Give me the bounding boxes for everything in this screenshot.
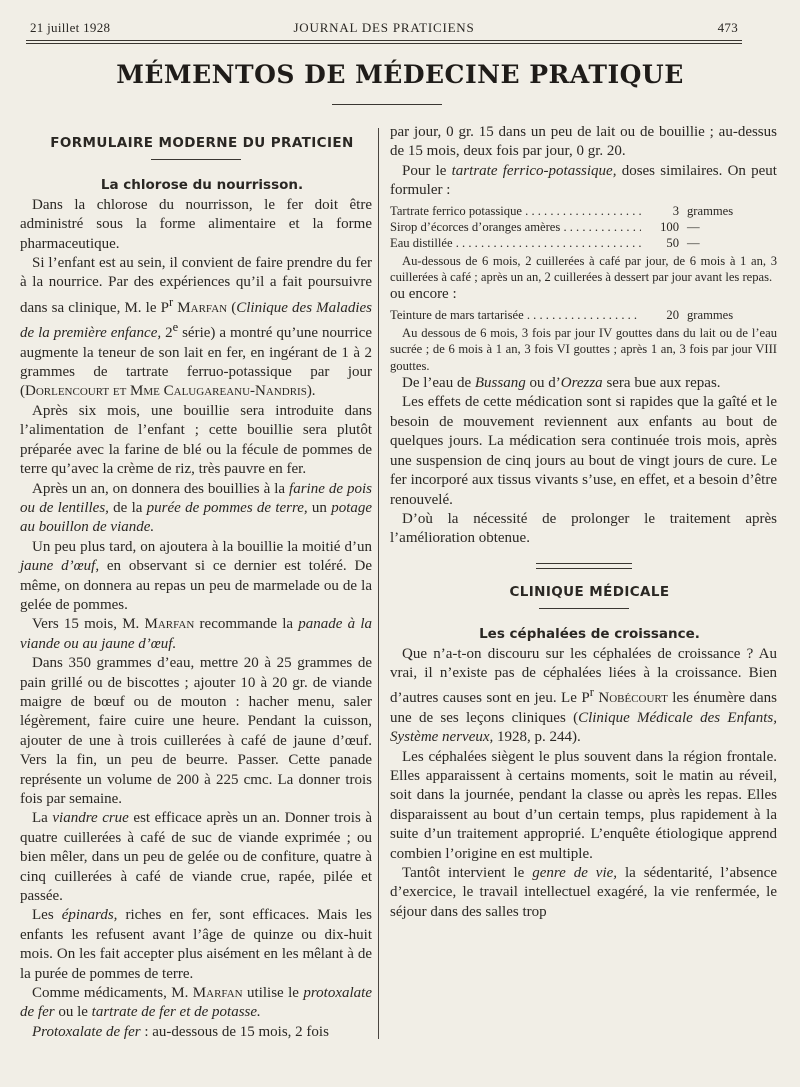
dosage-note: Au dessous de 6 mois, 3 fois par jour IV gouttes dans du lait ou de l’eau sucrée ; de 6 mois à 1 an, 3 fois VI gouttes ; après 1 an, 3 fois par jour VIII gouttes. bbox=[390, 325, 777, 373]
citation-title: Clinique Médicale des Enfants, Système nerveux, bbox=[390, 709, 777, 746]
left-column bbox=[20, 134, 372, 1042]
running-head bbox=[30, 20, 738, 38]
page-number: 473 bbox=[717, 20, 738, 35]
paragraph: Vers 15 mois, M. Marfan recommande la panade à la viande ou au jaune d’œuf. bbox=[20, 616, 372, 652]
section-heading-formulaire: FORMULAIRE MODERNE DU PRATICIEN bbox=[50, 135, 354, 151]
formula-row: Eau distillée . . . 50 — bbox=[390, 235, 777, 251]
paragraph: Après six mois, une bouillie sera introduite dans l’alimentation de l’enfant ; cette bouillie sera plutôt préparée avec la farine de blé ou la fécule de pommes de terre qu’avec la crème de riz, très pauvre en fer. bbox=[20, 402, 372, 478]
paragraph: Dans 350 grammes d’eau, mettre 20 à 25 grammes de pain grillé ou de biscottes ; ajouter 10 à 20 gr. de viande maigre de bœuf ou de mouton : hacher menu, saler légèrement, faire cuire une heure. Pendant la cuisson, ajouter de une à trois cuillerées à café de jaune d’œuf. Vers la fin, un peu de beurre. Passer. Cette panade représente un volume de 200 à 225 cmc. La donner trois fois par semaine. bbox=[20, 655, 372, 807]
formula-row: Teinture de mars tartarisée . . . 20 grammes bbox=[390, 307, 777, 323]
paragraph: Dans la chlorose du nourrisson, le fer doit être administré sous la forme alimentaire et la forme pharmaceutique. bbox=[20, 196, 372, 252]
paragraph: Les céphalées siègent le plus souvent dans la région frontale. Elles apparaissent à certains moments, soit le matin au réveil, soit dans la journée, pendant la classe ou après les repas. Elles disparaissent au bout d’un certain temps, plus rapidement à la suite d’un traitement approprié. L’enquête étiologique apprend combien l’origine en est multiple. bbox=[390, 748, 777, 862]
formula-1 bbox=[390, 203, 777, 251]
paragraph: Un peu plus tard, on ajoutera à la bouillie la moitié d’un jaune d’œuf, en observant si ce dernier est toléré. De même, on donnera au repas un peu de marmelade ou de la gelée de pommes. bbox=[20, 538, 372, 613]
title-rule bbox=[332, 104, 442, 105]
author-name: Nobécourt bbox=[598, 690, 668, 707]
author-name: Marfan bbox=[144, 616, 195, 633]
article-title-cephalees: Les céphalées de croissance. bbox=[479, 626, 700, 643]
paragraph: Les effets de cette médication sont si rapides que la gaîté et le besoin de mouvement reviennent aux enfants au bout de quelques jours. La médication sera continuée trois mois, après une suspension de cinq jours au bout de vingt jours de cure. Le fer incorporé aux tissus vivants s’use, en effet, et a besoin d’être renouvelé. bbox=[390, 394, 777, 508]
paragraph: Tantôt intervient le genre de vie, la sédentarité, l’absence d’exercice, le travail intellectuel exagéré, la vie renfermée, le séjour dans des salles trop bbox=[390, 865, 777, 920]
paragraph: La viandre crue est efficace après un an. Donner trois à quatre cuillerées à café de suc de viande exprimée ; ou bien mêler, dans un peu de gelée ou de confiture, quatre à cinq cuillerées à café de viande crue, rapée, pilée et passée. bbox=[20, 810, 372, 905]
paragraph-continued: par jour, 0 gr. 15 dans un peu de lait ou de bouillie ; au-dessus de 15 mois, deux fois par jour, 0 gr. 20. bbox=[390, 124, 777, 160]
paragraph: Pour le tartrate ferrico-potassique, doses similaires. On peut formuler : bbox=[390, 162, 777, 199]
section-rule bbox=[539, 608, 629, 609]
article-title-chlorose: La chlorose du nourrisson. bbox=[100, 177, 304, 194]
author-name: Marfan bbox=[192, 985, 243, 1002]
header-rule bbox=[26, 40, 742, 41]
section-separator bbox=[536, 563, 632, 569]
section-rule bbox=[151, 159, 241, 160]
citation-title: Clinique des Maladies de la première enfance, bbox=[20, 299, 372, 342]
paragraph: D’où la nécessité de prolonger le traitement après l’amélioration obtenue. bbox=[390, 510, 777, 547]
formula-row: Tartrate ferrico potassique . . . 3 grammes bbox=[390, 203, 777, 219]
paragraph: Les épinards, riches en fer, sont efficaces. Mais les enfants les refusent avant l’âge de quinze ou dix-huit mois. On les fait accepter plus aisément en les mêlant à de la purée de pommes de terre. bbox=[20, 907, 372, 982]
paragraph: Que n’a-t-on discouru sur les céphalées de croissance ? Au vrai, il n’existe pas de céphalées liées à la croissance. Bien d’autres causes sont en jeu. Le $P^r$ Nobécourt les énumère dans une de ses leçons cliniques (Clinique Médicale des Enfants, Système nerveux, 1928, p. 244). bbox=[390, 645, 778, 746]
author-names: Dorlencourt et Mme Calugareanu-Nandris bbox=[25, 383, 307, 400]
header-rule-second bbox=[26, 43, 742, 44]
paragraph: Comme médicaments, M. Marfan utilise le protoxalate de fer ou le tartrate de fer et de potasse. bbox=[20, 985, 372, 1021]
paragraph: Si l’enfant est au sein, il convient de faire prendre du fer à la nourrice. Par des expériences qu’il a fait poursuivre dans sa clinique, M. le $P^r$ Marfan (Clinique des Maladies de la première enfance, 2e série) a montré qu’une nourrice augmente la teneur de son lait en fer, en ingérant de 1 à 2 grammes de tartrate ferruo-potassique par jour (Dorlencourt et Mme Calugareanu-Nandris). bbox=[20, 255, 372, 400]
paragraph: Après un an, on donnera des bouillies à la farine de pois ou de lentilles, de la purée de pommes de terre, un potage au bouillon de viande. bbox=[20, 480, 373, 536]
formula-2 bbox=[390, 307, 777, 323]
issue-date: 21 juillet 1928 bbox=[30, 20, 111, 35]
paragraph: Protoxalate de fer : au-dessous de 15 mois, 2 fois bbox=[32, 1023, 329, 1040]
formula-intro: ou encore : bbox=[390, 286, 457, 303]
page-title: MÉMENTOS DE MÉDECINE PRATIQUE bbox=[116, 60, 684, 89]
journal-name: JOURNAL DES PRATICIENS bbox=[293, 20, 475, 35]
column-divider bbox=[378, 128, 379, 1039]
section-heading-clinique: CLINIQUE MÉDICALE bbox=[509, 583, 670, 600]
formula-row: Sirop d’écorces d’oranges amères . . . 100 — bbox=[390, 219, 777, 235]
author-name: Marfan bbox=[177, 299, 228, 316]
paragraph: De l’eau de Bussang ou d’Orezza sera bue aux repas. bbox=[402, 375, 721, 392]
dosage-note: Au-dessous de 6 mois, 2 cuillerées à café par jour, de 6 mois à 1 an, 3 cuillerées à café ; après un an, 2 cuillerées à dessert par jour avant les repas. bbox=[390, 253, 777, 285]
right-column bbox=[390, 123, 777, 922]
